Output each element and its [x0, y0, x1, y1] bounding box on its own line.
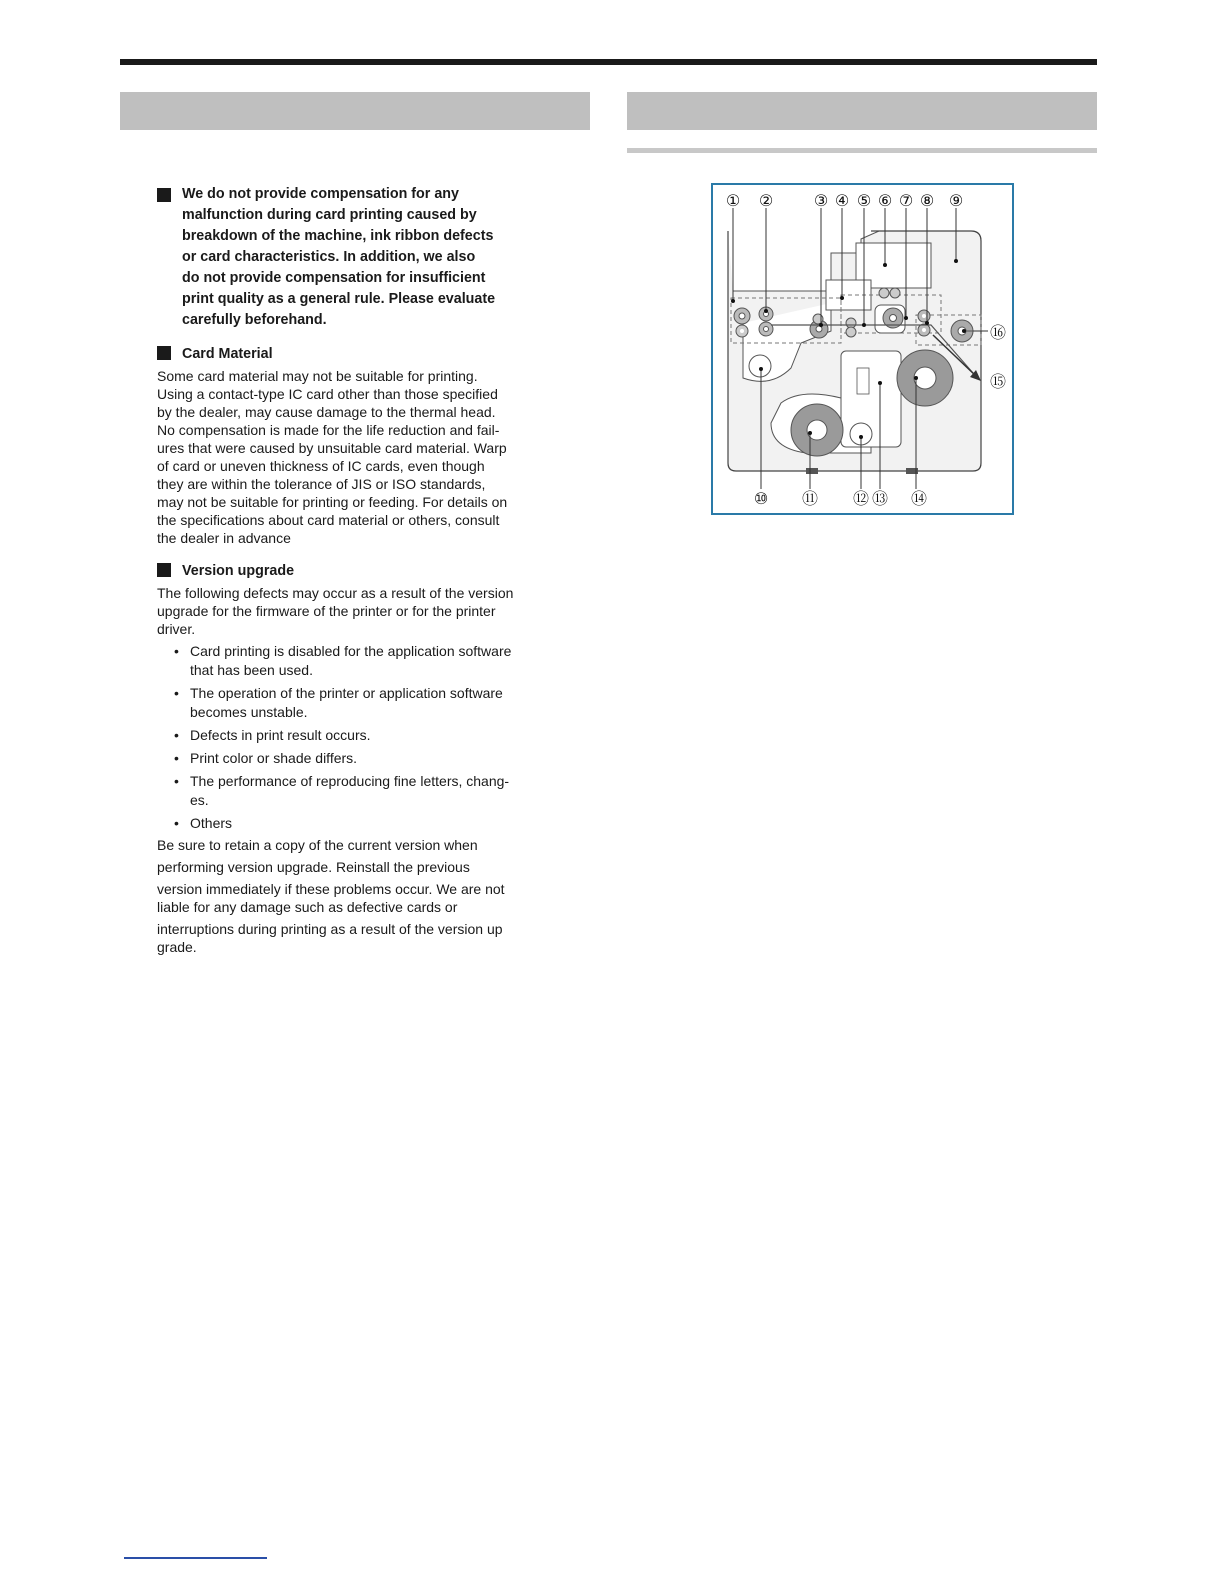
body-line: liable for any damage such as defective cards or — [157, 899, 458, 915]
body-line: ures that were caused by unsuitable card material. Warp — [157, 440, 507, 456]
list-item-line: Defects in print result occurs. — [190, 727, 371, 743]
callout-4: ④ — [834, 191, 850, 210]
list-item-line: that has been used. — [190, 662, 313, 678]
body-line: grade. — [157, 939, 197, 955]
callout-9: ⑨ — [948, 191, 964, 210]
body-line: the dealer in advance — [157, 530, 291, 546]
callout-6: ⑥ — [877, 191, 893, 210]
callout-14: ⑭ — [910, 489, 928, 508]
notice-line: print quality as a general rule. Please evaluate — [182, 291, 496, 307]
version-upgrade-closing — [157, 836, 547, 960]
callout-7: ⑦ — [898, 191, 914, 210]
callout-2: ② — [758, 191, 774, 210]
top-rule — [120, 59, 1097, 65]
body-line: version immediately if these problems occur. We are not — [157, 881, 505, 897]
list-item-line: es. — [190, 792, 209, 808]
left-section-header-bar — [120, 92, 590, 130]
notice-line: or card characteristics. In addition, we also — [182, 249, 476, 265]
list-item-line: The performance of reproducing fine letters, chang- — [190, 773, 510, 789]
bullet-dot-icon: • — [174, 773, 179, 789]
notice-line: carefully beforehand. — [182, 312, 327, 328]
body-line: The following defects may occur as a result of the version — [157, 585, 514, 601]
callout-13: ⑬ — [871, 489, 889, 508]
square-bullet-icon — [157, 563, 171, 577]
body-line: of card or uneven thickness of IC cards, even though — [157, 458, 485, 474]
body-line: Be sure to retain a copy of the current version when — [157, 837, 478, 853]
card-material-heading — [157, 345, 273, 363]
square-bullet-icon — [157, 346, 171, 360]
bullet-dot-icon: • — [174, 750, 179, 766]
body-line: Some card material may not be suitable for printing. — [157, 368, 478, 384]
list-item — [174, 684, 544, 722]
printer-internals-diagram — [711, 183, 1014, 515]
compensation-notice — [157, 184, 557, 331]
body-line: performing version upgrade. Reinstall the previous — [157, 859, 470, 875]
bullet-dot-icon: • — [174, 643, 179, 659]
bullet-dot-icon: • — [174, 685, 179, 701]
card-material-body — [157, 367, 547, 547]
callout-15: ⑮ — [989, 372, 1007, 391]
callout-11: ⑪ — [801, 489, 819, 508]
body-line: by the dealer, may cause damage to the thermal head. — [157, 404, 496, 420]
list-item-line: Others — [190, 815, 233, 831]
body-line: the specifications about card material or others, consult — [157, 512, 500, 528]
version-upgrade-intro — [157, 584, 547, 638]
callout-12: ⑫ — [852, 489, 870, 508]
callout-3: ③ — [813, 191, 829, 210]
callout-8: ⑧ — [919, 191, 935, 210]
body-line: interruptions during printing as a result of the version up — [157, 921, 503, 937]
callout-10: ⑩ — [753, 489, 769, 508]
list-item — [174, 642, 544, 680]
notice-line: malfunction during card printing caused by — [182, 207, 477, 223]
callout-5: ⑤ — [856, 191, 872, 210]
card-material-heading-text: Card Material — [182, 346, 273, 362]
list-item-line: Print color or shade differs. — [190, 750, 358, 766]
list-item-line: becomes unstable. — [190, 704, 308, 720]
list-item — [174, 726, 544, 745]
right-subsection-rule — [627, 148, 1097, 153]
bullet-dot-icon: • — [174, 727, 179, 743]
notice-line: do not provide compensation for insufficient — [182, 270, 486, 286]
list-item — [174, 814, 544, 833]
footer-link-underline[interactable] — [124, 1557, 267, 1559]
version-upgrade-heading-text: Version upgrade — [182, 563, 295, 579]
notice-line: We do not provide compensation for any — [182, 186, 459, 202]
right-section-header-bar — [627, 92, 1097, 130]
defect-list — [174, 642, 544, 837]
list-item-line: The operation of the printer or application software — [190, 685, 503, 701]
list-item — [174, 772, 544, 810]
body-line: Using a contact-type IC card other than those specified — [157, 386, 498, 402]
body-line: upgrade for the firmware of the printer or for the printer — [157, 603, 496, 619]
square-bullet-icon — [157, 188, 171, 202]
body-line: No compensation is made for the life reduction and fail- — [157, 422, 500, 438]
list-item — [174, 749, 544, 768]
callout-16: ⑯ — [989, 323, 1007, 342]
bullet-dot-icon: • — [174, 815, 179, 831]
notice-line: breakdown of the machine, ink ribbon defects — [182, 228, 494, 244]
version-upgrade-heading — [157, 562, 294, 580]
body-line: may not be suitable for printing or feeding. For details on — [157, 494, 508, 510]
body-line: they are within the tolerance of JIS or ISO standards, — [157, 476, 486, 492]
list-item-line: Card printing is disabled for the application software — [190, 643, 512, 659]
body-line: driver. — [157, 621, 196, 637]
callout-1: ① — [725, 191, 741, 210]
